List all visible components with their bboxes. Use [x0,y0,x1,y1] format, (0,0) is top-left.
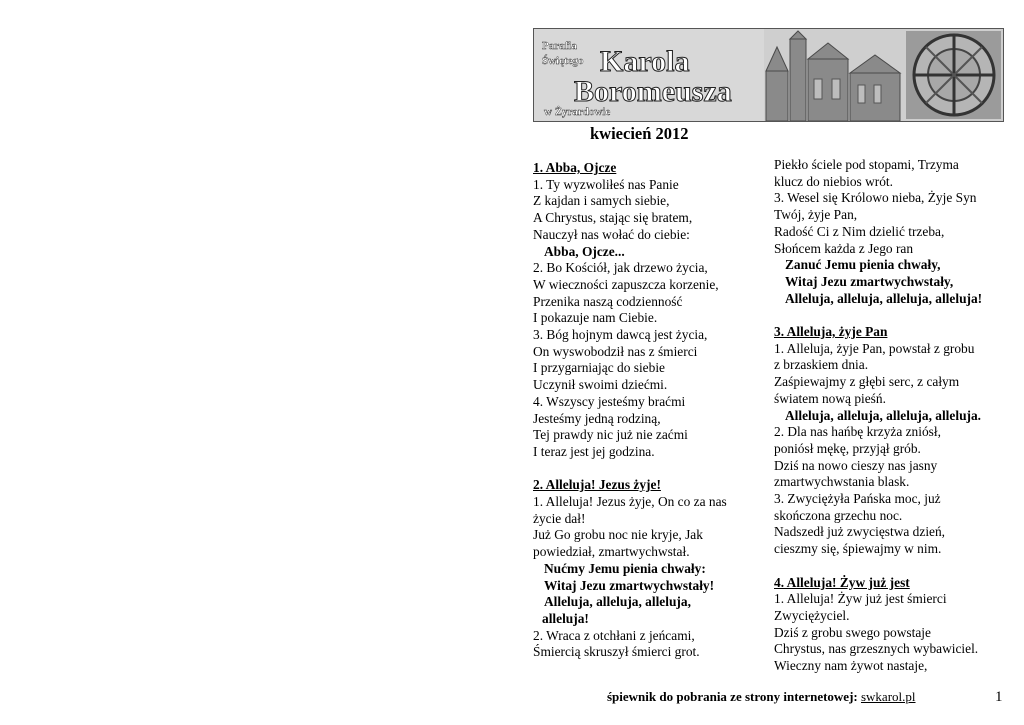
lyric-line: 2. Wraca z otchłani z jeńcami, [533,627,695,643]
lyric-line: Nauczył nas wołać do ciebie: [533,226,690,242]
refrain-line: Witaj Jezu zmartwychwstały! [544,577,715,593]
lyric-line: Piekło ściele pod stopami, Trzyma [774,157,959,172]
lyric-line: poniósł mękę, przyjął grób. [774,440,921,456]
refrain-line: alleluja! [542,610,589,626]
lyric-line: W wieczności zapuszcza korzenie, [533,276,719,292]
song-title: 3. Alleluja, żyje Pan [774,324,888,340]
lyric-line: 2. Dla nas hańbę krzyża zniósł, [774,424,941,440]
month-heading: kwiecień 2012 [590,124,689,143]
lyric-line: 3. Bóg hojnym dawcą jest życia, [533,327,708,343]
lyric-line: 3. Zwyciężyła Pańska moc, już [774,491,941,507]
lyric-line: Zwyciężyciel. [774,607,850,623]
lyric-line: zmartwychwstania blask. [774,474,910,490]
banner-text-boromeusza: Boromeusza [574,75,732,108]
lyrics-column-right [774,157,1012,675]
parish-banner-graphic [534,29,1003,121]
banner-text-saint: Świętego [542,55,584,67]
lyric-line: 3. Wesel się Królowo nieba, Żyje Syn [774,190,977,206]
banner-text-parish: Parafia [542,40,577,52]
lyric-line: Słońcem każda z Jego ran [774,240,914,256]
lyric-line: Już Go grobu noc nie kryje, Jak [533,527,703,543]
website-link[interactable]: swkarol.pl [860,689,916,704]
lyric-line: Śmiercią skruszył śmierci grot. [533,644,700,660]
lyric-line: cieszmy się, śpiewajmy w nim. [774,541,942,557]
lyric-line: Twój, żyje Pan, [774,207,858,223]
lyric-line: życie dał! [533,510,586,526]
spacer [774,558,1012,575]
song-title: 1. Abba, Ojcze [533,160,617,175]
lyric-line: Nadszedł już zwycięstwa dzień, [774,524,946,540]
lyric-line: A Chrystus, stając się bratem, [533,210,693,226]
refrain-line: Alleluja, alleluja, alleluja, alleluja. [785,407,982,423]
lyric-line: 1. Alleluja! Żyw już jest śmierci [774,591,947,607]
lyric-line: światem nową pieśń. [774,390,886,406]
spacer [774,307,1012,324]
lyric-line: 4. Wszyscy jesteśmy braćmi [533,393,686,409]
refrain-line: Abba, Ojcze... [544,243,625,259]
lyric-line: Radość Ci z Nim dzielić trzeba, [774,223,945,239]
lyric-line: I przygarniając do siebie [533,360,665,376]
lyric-line: Tej prawdy nic już nie zaćmi [533,427,688,443]
lyric-line: I pokazuje nam Ciebie. [533,310,658,326]
lyric-line: 2. Bo Kościół, jak drzewo życia, [533,260,708,276]
footer-text: śpiewnik do pobrania ze strony internetowej: [607,689,861,704]
lyric-line: Chrystus, nas grzesznych wybawiciel. [774,641,979,657]
lyric-line: Uczynił swoimi dziećmi. [533,377,668,393]
lyric-line: Jesteśmy jedną rodziną, [533,410,661,426]
banner-text-karola: Karola [600,45,690,78]
lyrics-column-left [533,160,755,661]
lyric-line: 1. Alleluja! Jezus żyje, On co za nas [533,494,727,510]
lyric-line: powiedział, zmartwychwstał. [533,544,690,560]
lyric-line: Dziś z grobu swego powstaje [774,624,931,640]
lyric-line: Zaśpiewajmy z głębi serc, z całym [774,374,960,390]
page-number: 1 [995,689,1003,705]
parish-banner [533,28,1004,122]
lyric-line: z brzaskiem dnia. [774,357,869,373]
lyric-line: skończona grzechu noc. [774,507,903,523]
lyric-line: klucz do niebios wrót. [774,173,894,189]
lyric-line: Przenika naszą codzienność [533,293,683,309]
lyric-line: I teraz jest jej godzina. [533,443,655,459]
refrain-line: Zanuć Jemu pienia chwały, [785,257,941,273]
refrain-line: Alleluja, alleluja, alleluja, alleluja! [785,290,983,306]
footer-note [607,689,916,705]
refrain-line: Witaj Jezu zmartwychwstały, [785,273,954,289]
song-title: 4. Alleluja! Żyw już jest [774,574,910,590]
lyric-line: On wyswobodził nas z śmierci [533,343,698,359]
lyric-line: Z kajdan i samych siebie, [533,193,670,209]
song-title: 2. Alleluja! Jezus żyje! [533,477,661,493]
refrain-line: Alleluja, alleluja, alleluja, [544,594,691,610]
banner-text-place: w Żyrardowie [544,106,611,118]
lyric-line: Dziś na nowo cieszy nas jasny [774,457,938,473]
lyric-line: 1. Alleluja, żyje Pan, powstał z grobu [774,340,975,356]
lyric-line: Wieczny nam żywot nastaje, [774,658,928,674]
refrain-line: Nućmy Jemu pienia chwały: [544,560,706,576]
lyric-line: 1. Ty wyzwoliłeś nas Panie [533,176,679,192]
spacer [533,461,755,478]
